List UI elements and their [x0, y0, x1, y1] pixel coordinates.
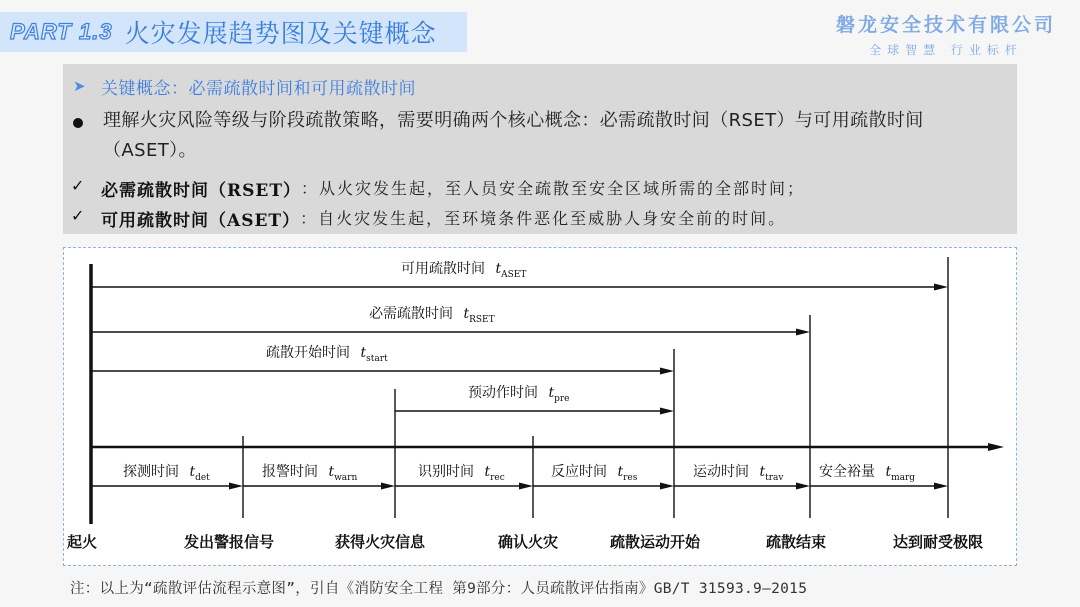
company-slogan: 全球智慧 行业标杆	[869, 43, 1023, 57]
check-item-aset	[63, 206, 786, 231]
part-label: PART 1.3	[10, 19, 113, 44]
panel-heading-text: 关键概念：必需疏散时间和可用疏散时间	[101, 79, 416, 99]
span-label: 疏散开始时间 $t_{start}$	[266, 345, 388, 364]
check-definition: ：自火灾发生起，至环境条件恶化至威胁人身安全前的时间。	[300, 209, 787, 228]
bullet-item	[63, 110, 1003, 166]
event-label: 达到耐受极限	[893, 533, 984, 551]
arrowhead-icon	[660, 408, 674, 415]
span-label: 预动作时间 $t_{pre}$	[468, 385, 570, 404]
section-title-bar	[0, 12, 467, 52]
source-note: 注：以上为“疏散评估流程示意图”，引自《消防安全工程 第9部分：人员疏散评估指南》GB/T 31593.9—2015	[70, 581, 808, 597]
arrowhead-icon	[229, 483, 243, 490]
arrowhead-icon	[934, 284, 948, 291]
arrowhead-icon	[519, 483, 533, 490]
event-label: 起火	[67, 533, 98, 551]
checkmark-icon: ✓	[71, 176, 85, 195]
axis-arrowhead-icon	[988, 443, 1004, 451]
arrowhead-icon	[796, 329, 810, 336]
event-label: 疏散运动开始	[610, 533, 701, 551]
event-label: 疏散结束	[766, 533, 827, 551]
arrow-bullet-icon: ➤	[73, 77, 86, 95]
arrowhead-icon	[934, 483, 948, 490]
arrowhead-icon	[660, 368, 674, 375]
company-name: 磐龙安全技术有限公司	[835, 14, 1056, 36]
span-label: 必需疏散时间 $t_{RSET}$	[369, 306, 495, 325]
evacuation-timeline-diagram	[63, 247, 1017, 566]
span-label: 可用疏散时间 $t_{ASET}$	[401, 261, 527, 280]
check-item-rset	[63, 176, 805, 201]
arrowhead-icon	[660, 483, 674, 490]
phase-label: 识别时间 $t_{rec}$	[418, 464, 505, 483]
phase-label: 安全裕量 $t_{marg}$	[819, 464, 916, 483]
event-label: 发出警报信号	[184, 533, 275, 551]
key-concepts-panel	[63, 64, 1017, 234]
bullet-text: 理解火灾风险等级与阶段疏散策略，需要明确两个核心概念：必需疏散时间（RSET）与可用疏散时间（ASET）。	[103, 110, 924, 161]
event-label: 获得火灾信息	[335, 533, 426, 551]
company-logo	[836, 10, 1056, 58]
phase-label: 反应时间 $t_{res}$	[551, 464, 638, 483]
check-term: 必需疏散时间（RSET）	[101, 181, 302, 201]
check-definition: ：从火灾发生起，至人员安全疏散至安全区域所需的全部时间；	[301, 179, 806, 198]
page-title: 火灾发展趋势图及关键概念	[124, 19, 437, 48]
arrowhead-icon	[381, 483, 395, 490]
panel-heading	[63, 74, 416, 99]
timeline-svg	[64, 248, 1018, 567]
event-label: 确认火灾	[498, 533, 559, 551]
phase-label: 探测时间 $t_{det}$	[123, 464, 210, 483]
phase-label: 报警时间 $t_{warn}$	[262, 464, 358, 483]
arrowhead-icon	[796, 483, 810, 490]
check-term: 可用疏散时间（ASET）	[101, 211, 301, 231]
bullet-dot-icon	[73, 118, 83, 128]
checkmark-icon: ✓	[71, 206, 85, 225]
phase-label: 运动时间 $t_{trav}$	[693, 464, 784, 483]
